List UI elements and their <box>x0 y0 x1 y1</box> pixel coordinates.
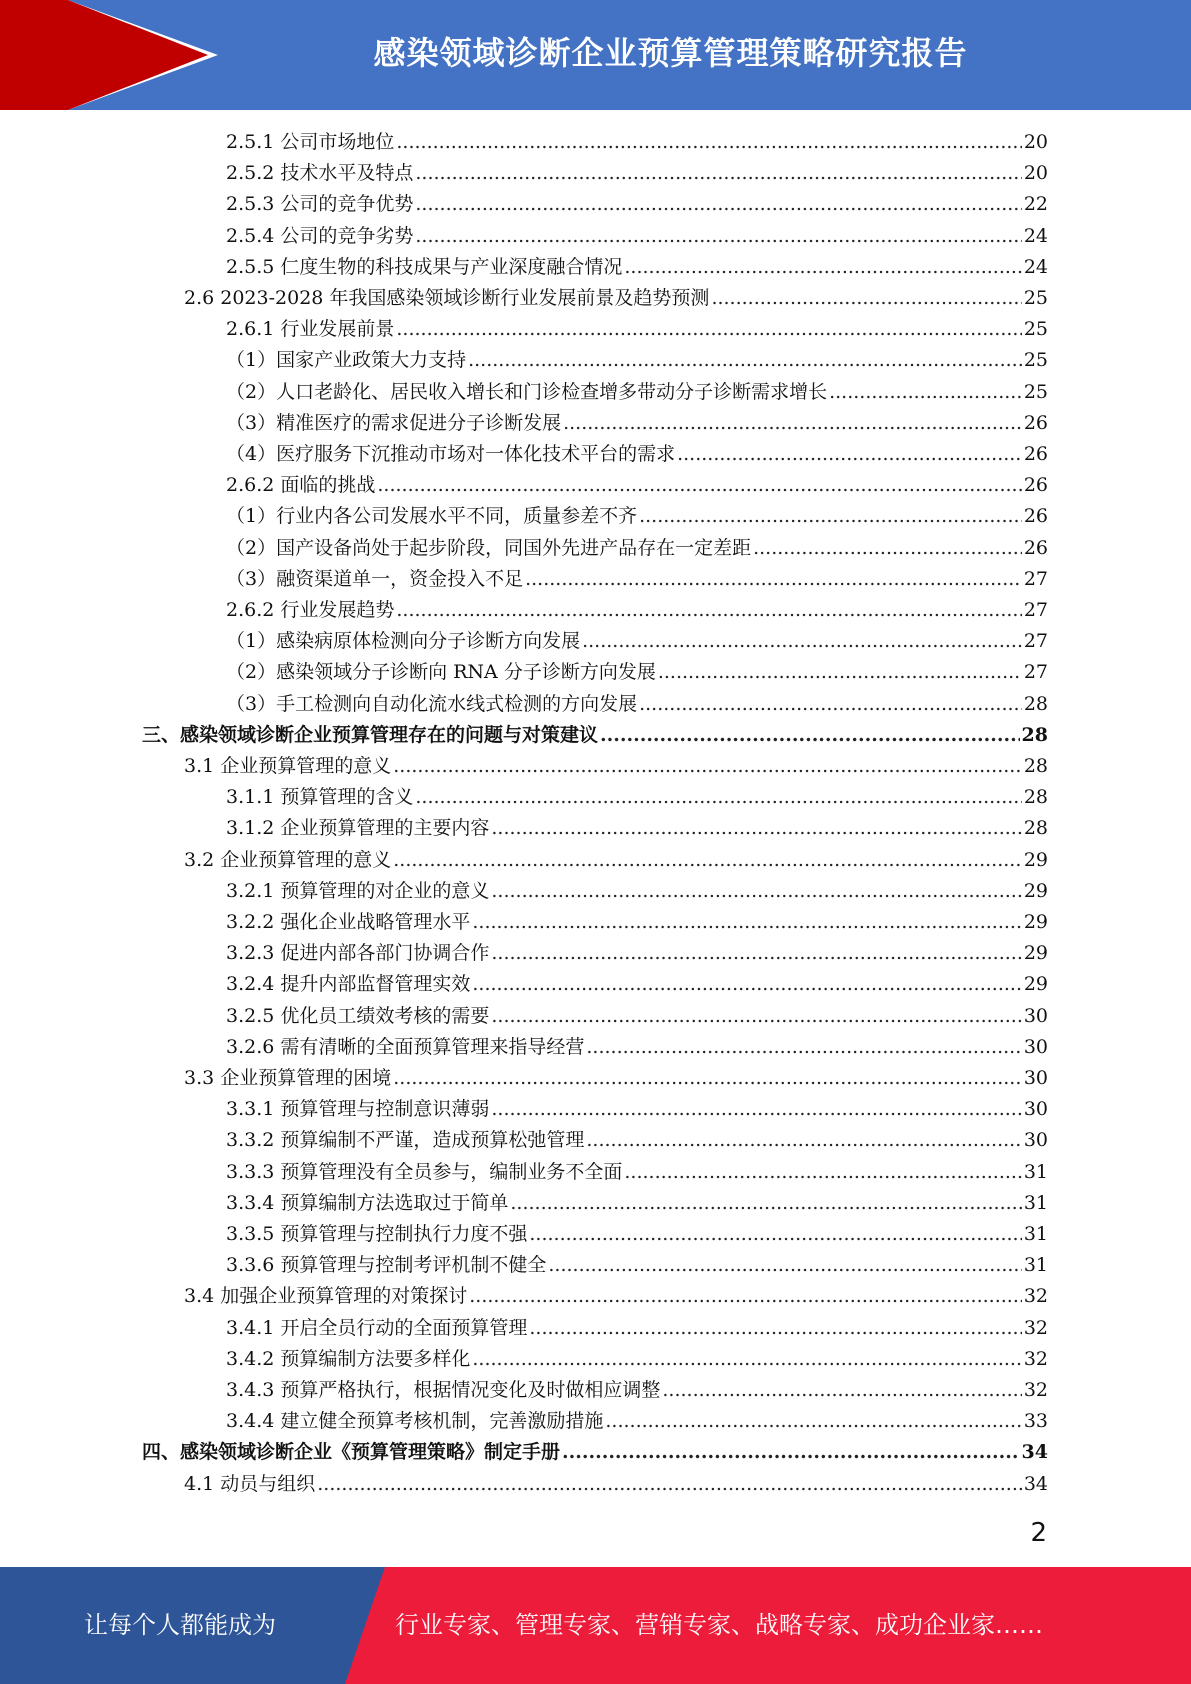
toc-entry-label: 4.1 动员与组织 <box>184 1472 316 1495</box>
toc-entry-label: 四、感染领域诊断企业《预算管理策略》制定手册 <box>142 1441 561 1464</box>
toc-leader-dots <box>396 314 1021 345</box>
toc-entry-page: 33 <box>1023 1410 1048 1433</box>
toc-entry[interactable] <box>226 1032 1048 1063</box>
toc-entry-label: 3.3.3 预算管理没有全员参与，编制业务不全面 <box>226 1160 623 1183</box>
toc-entry-label: 2.6.2 面临的挑战 <box>226 474 376 497</box>
toc-leader-dots <box>753 533 1022 564</box>
toc-entry-label: （1）国家产业政策大力支持 <box>226 349 467 372</box>
toc-leader-dots <box>658 657 1022 688</box>
toc-leader-dots <box>472 969 1021 1000</box>
toc-entry-page: 30 <box>1023 1129 1048 1152</box>
toc-entry[interactable] <box>226 657 1048 688</box>
toc-leader-dots <box>468 345 1022 376</box>
toc-entry-label: 3.4.3 预算严格执行，根据情况变化及时做相应调整 <box>226 1379 661 1401</box>
toc-entry[interactable] <box>226 470 1048 501</box>
toc-entry-page: 29 <box>1023 911 1048 933</box>
toc-entry-label: 2.5.2 技术水平及特点 <box>226 162 414 185</box>
toc-entry[interactable] <box>226 1001 1048 1032</box>
toc-entry-label: 3.3.6 预算管理与控制考评机制不健全 <box>226 1254 547 1277</box>
toc-entry-label: （1）感染病原体检测向分子诊断方向发展 <box>226 630 581 653</box>
toc-entry[interactable] <box>226 1157 1048 1188</box>
toc-entry-page: 24 <box>1023 224 1048 247</box>
toc-entry-page: 26 <box>1023 474 1048 497</box>
toc-entry-page: 30 <box>1023 1004 1048 1027</box>
page-header <box>0 0 1191 110</box>
toc-leader-dots <box>415 221 1021 252</box>
toc-entry[interactable] <box>226 1188 1048 1219</box>
toc-entry[interactable] <box>226 1313 1048 1344</box>
toc-entry-label: （2）国产设备尚处于起步阶段，同国外先进产品存在一定差距 <box>226 536 752 559</box>
toc-entry-label: 3.1.1 预算管理的含义 <box>226 786 414 809</box>
toc-entry-page: 22 <box>1023 193 1048 216</box>
toc-leader-dots <box>624 1157 1021 1188</box>
toc-entry-label: （1）行业内各公司发展水平不同，质量参差不齐 <box>226 505 638 528</box>
toc-entry[interactable] <box>142 1437 1048 1468</box>
toc-entry-page: 27 <box>1023 599 1048 621</box>
toc-entry[interactable] <box>226 252 1048 283</box>
toc-leader-dots <box>393 751 1022 782</box>
toc-leader-dots <box>415 189 1021 220</box>
toc-entry-page: 29 <box>1023 942 1048 965</box>
toc-leader-dots <box>586 1032 1021 1063</box>
toc-entry[interactable] <box>226 345 1048 376</box>
toc-leader-dots <box>510 1188 1021 1219</box>
toc-entry[interactable] <box>226 876 1048 907</box>
toc-entry[interactable] <box>184 1469 1048 1500</box>
toc-entry[interactable] <box>184 845 1048 876</box>
toc-entry-page: 29 <box>1023 973 1048 996</box>
toc-leader-dots <box>562 1437 1020 1468</box>
toc-entry-label: 3.3.1 预算管理与控制意识薄弱 <box>226 1098 490 1121</box>
report-title: 感染领域诊断企业预算管理策略研究报告 <box>373 34 968 72</box>
toc-entry-label: 3.4.4 建立健全预算考核机制，完善激励措施 <box>226 1410 604 1433</box>
toc-entry[interactable] <box>226 938 1048 969</box>
toc-entry-page: 28 <box>1023 692 1048 715</box>
toc-entry-page: 27 <box>1023 567 1048 590</box>
toc-entry-label: 2.5.1 公司市场地位 <box>226 131 395 153</box>
toc-entry-page: 25 <box>1023 318 1048 341</box>
toc-entry-page: 29 <box>1023 848 1048 871</box>
toc-leader-dots <box>582 626 1022 657</box>
toc-entry-page: 26 <box>1023 536 1048 559</box>
toc-leader-dots <box>377 470 1021 501</box>
toc-leader-dots <box>662 1375 1021 1406</box>
toc-entry-label: 3.2.5 优化员工绩效考核的需要 <box>226 1004 490 1027</box>
toc-entry[interactable] <box>226 782 1048 813</box>
toc-entry-label: 3.1.2 企业预算管理的主要内容 <box>226 817 490 840</box>
toc-leader-dots <box>563 408 1022 439</box>
toc-entry[interactable] <box>226 1344 1048 1375</box>
toc-entry[interactable] <box>226 1375 1048 1406</box>
toc-entry-label: 2.6.2 行业发展趋势 <box>226 599 395 621</box>
toc-entry[interactable] <box>184 1063 1048 1094</box>
toc-leader-dots <box>548 1250 1021 1281</box>
toc-leader-dots <box>415 782 1021 813</box>
toc-entry-page: 26 <box>1023 411 1048 434</box>
toc-entry-page: 20 <box>1023 162 1048 185</box>
toc-entry-page: 30 <box>1023 1035 1048 1058</box>
toc-entry-label: 3.2.2 强化企业战略管理水平 <box>226 911 471 933</box>
toc-leader-dots <box>491 876 1021 907</box>
toc-entry[interactable] <box>226 314 1048 345</box>
toc-entry[interactable] <box>226 564 1048 595</box>
toc-leader-dots <box>415 158 1021 189</box>
toc-leader-dots <box>396 127 1021 158</box>
toc-entry[interactable] <box>226 1406 1048 1437</box>
toc-entry-page: 25 <box>1023 287 1048 309</box>
toc-leader-dots <box>396 595 1021 626</box>
toc-leader-dots <box>469 1281 1022 1312</box>
toc-leader-dots <box>491 1001 1021 1032</box>
toc-entry-label: （3）手工检测向自动化流水线式检测的方向发展 <box>226 692 638 715</box>
toc-entry-page: 31 <box>1023 1254 1048 1277</box>
toc-entry-page: 20 <box>1023 131 1048 153</box>
toc-leader-dots <box>829 377 1022 408</box>
toc-entry[interactable] <box>184 1281 1048 1312</box>
toc-leader-dots <box>491 813 1021 844</box>
toc-leader-dots <box>472 1344 1021 1375</box>
toc-entry[interactable] <box>226 189 1048 220</box>
toc-leader-dots <box>624 252 1021 283</box>
toc-entry-page: 32 <box>1023 1379 1048 1401</box>
toc-entry-page: 32 <box>1023 1316 1048 1339</box>
toc-entry-label: 3.4.1 开启全员行动的全面预算管理 <box>226 1316 528 1339</box>
toc-entry[interactable] <box>226 127 1048 158</box>
toc-entry-label: （4）医疗服务下沉推动市场对一体化技术平台的需求 <box>226 443 676 465</box>
toc-entry-page: 28 <box>1023 817 1048 840</box>
toc-leader-dots <box>393 845 1022 876</box>
toc-leader-dots <box>639 689 1022 720</box>
toc-entry-label: 三、感染领域诊断企业预算管理存在的问题与对策建议 <box>142 723 599 746</box>
toc-entry-page: 29 <box>1023 879 1048 902</box>
toc-entry[interactable] <box>226 439 1048 470</box>
toc-entry-page: 30 <box>1023 1067 1048 1089</box>
toc-entry-page: 28 <box>1023 755 1048 777</box>
toc-entry[interactable] <box>226 501 1048 532</box>
toc-entry-label: 2.5.4 公司的竞争劣势 <box>226 224 414 247</box>
toc-entry-label: 3.3.5 预算管理与控制执行力度不强 <box>226 1223 528 1245</box>
toc-leader-dots <box>600 720 1020 751</box>
toc-entry[interactable] <box>184 751 1048 782</box>
toc-entry-page: 25 <box>1023 349 1048 372</box>
toc-entry-page: 31 <box>1023 1191 1048 1214</box>
toc-leader-dots <box>529 1313 1021 1344</box>
toc-entry[interactable] <box>226 1094 1048 1125</box>
toc-entry[interactable] <box>226 221 1048 252</box>
toc-entry-page: 24 <box>1023 255 1048 278</box>
toc-entry[interactable] <box>226 408 1048 439</box>
toc-entry-page: 32 <box>1023 1347 1048 1370</box>
toc-entry-page: 34 <box>1021 1441 1048 1464</box>
toc-entry-page: 25 <box>1023 380 1048 403</box>
toc-entry-page: 28 <box>1023 786 1048 809</box>
toc-entry[interactable] <box>226 689 1048 720</box>
toc-entry-label: （3）融资渠道单一，资金投入不足 <box>226 567 524 590</box>
toc-entry-label: 3.4 加强企业预算管理的对策探讨 <box>184 1285 468 1308</box>
toc-leader-dots <box>491 1094 1021 1125</box>
toc-entry-page: 31 <box>1023 1160 1048 1183</box>
footer-slogan-right: 行业专家、管理专家、营销专家、战略专家、成功企业家…… <box>395 1611 1043 1639</box>
toc-leader-dots <box>393 1063 1022 1094</box>
toc-entry-page: 30 <box>1023 1098 1048 1121</box>
toc-entry[interactable] <box>226 1125 1048 1156</box>
toc-leader-dots <box>605 1406 1021 1437</box>
page-footer <box>0 1567 1191 1684</box>
toc-entry-label: （3）精准医疗的需求促进分子诊断发展 <box>226 411 562 434</box>
toc-entry[interactable] <box>226 1250 1048 1281</box>
toc-entry[interactable] <box>226 969 1048 1000</box>
toc-leader-dots <box>472 907 1021 938</box>
toc-entry-label: 2.5.5 仁度生物的科技成果与产业深度融合情况 <box>226 255 623 278</box>
toc-entry-label: 3.3.2 预算编制不严谨，造成预算松弛管理 <box>226 1129 585 1152</box>
toc-entry-label: 3.1 企业预算管理的意义 <box>184 755 392 777</box>
toc-leader-dots <box>639 501 1022 532</box>
toc-entry-label: 3.2 企业预算管理的意义 <box>184 848 392 871</box>
toc-leader-dots <box>491 938 1021 969</box>
toc-entry-page: 27 <box>1023 661 1048 684</box>
toc-entry-label: 2.6.1 行业发展前景 <box>226 318 395 341</box>
toc-entry-label: （2）感染领域分子诊断向 RNA 分子诊断方向发展 <box>226 661 656 684</box>
toc-entry-label: 3.4.2 预算编制方法要多样化 <box>226 1347 471 1370</box>
toc-entry[interactable] <box>226 813 1048 844</box>
toc-entry-page: 26 <box>1023 443 1048 465</box>
toc-entry[interactable] <box>226 626 1048 657</box>
toc-leader-dots <box>529 1219 1021 1250</box>
toc-entry-label: 3.2.1 预算管理的对企业的意义 <box>226 879 490 902</box>
toc-entry-page: 34 <box>1023 1472 1048 1495</box>
toc-entry-page: 26 <box>1023 505 1048 528</box>
toc-entry-page: 32 <box>1023 1285 1048 1308</box>
toc-entry-label: 3.3 企业预算管理的困境 <box>184 1067 392 1089</box>
toc-entry-label: 3.3.4 预算编制方法选取过于简单 <box>226 1191 509 1214</box>
toc-entry[interactable] <box>226 907 1048 938</box>
toc-entry-label: 3.2.4 提升内部监督管理实效 <box>226 973 471 996</box>
toc-leader-dots <box>317 1469 1022 1500</box>
toc-entry-page: 31 <box>1023 1223 1048 1245</box>
toc-entry[interactable] <box>226 377 1048 408</box>
toc-entry-page: 27 <box>1023 630 1048 653</box>
toc-entry-page: 28 <box>1021 723 1048 746</box>
footer-slogan-left: 让每个人都能成为 <box>84 1611 276 1639</box>
toc-leader-dots <box>586 1125 1021 1156</box>
toc-entry[interactable] <box>184 283 1048 314</box>
toc-leader-dots <box>525 564 1022 595</box>
toc-leader-dots <box>711 283 1021 314</box>
toc-entry-label: 3.2.3 促进内部各部门协调合作 <box>226 942 490 965</box>
header-red-block <box>0 0 68 110</box>
toc-entry[interactable] <box>226 533 1048 564</box>
toc-entry[interactable] <box>142 720 1048 751</box>
toc-entry[interactable] <box>226 158 1048 189</box>
toc-entry-label: （2）人口老龄化、居民收入增长和门诊检查增多带动分子诊断需求增长 <box>226 380 828 403</box>
toc-entry[interactable] <box>226 1219 1048 1250</box>
toc-leader-dots <box>677 439 1022 470</box>
toc-entry-label: 2.5.3 公司的竞争优势 <box>226 193 414 216</box>
page-number: 2 <box>1030 1518 1047 1548</box>
toc-entry-label: 3.2.6 需有清晰的全面预算管理来指导经营 <box>226 1035 585 1058</box>
toc-entry[interactable] <box>226 595 1048 626</box>
toc-entry-label: 2.6 2023-2028 年我国感染领域诊断行业发展前景及趋势预测 <box>184 287 710 309</box>
